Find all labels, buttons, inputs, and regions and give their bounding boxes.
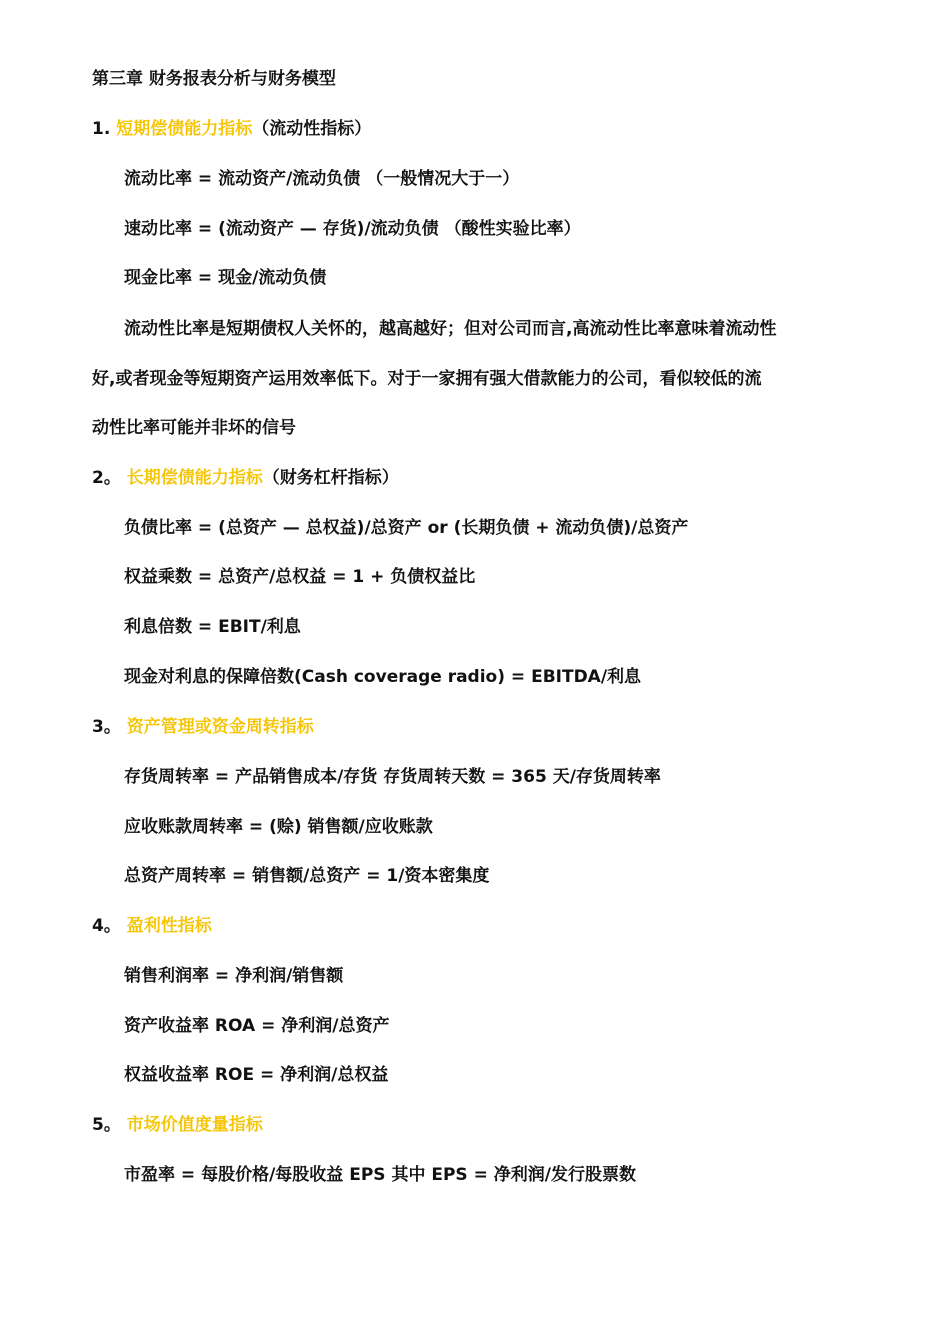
section-title-highlight: 短期偿债能力指标 bbox=[116, 119, 253, 139]
formula-debt-ratio: 负债比率 = (总资产 — 总权益)/总资产 or (长期负债 + 流动负债)/总资产 bbox=[124, 518, 689, 538]
section-title-highlight: 盈利性指标 bbox=[126, 916, 212, 936]
section-number: 2。 bbox=[92, 468, 121, 488]
section-3-heading bbox=[92, 714, 882, 740]
section-title-highlight: 长期偿债能力指标 bbox=[126, 468, 263, 488]
formula-cash-ratio: 现金比率 = 现金/流动负债 bbox=[124, 268, 327, 288]
section-title-highlight: 资产管理或资金周转指标 bbox=[126, 717, 314, 737]
section-number: 3。 bbox=[92, 717, 121, 737]
formula-interest-coverage: 利息倍数 = EBIT/利息 bbox=[124, 617, 301, 637]
formula-inventory-turnover: 存货周转率 = 产品销售成本/存货 存货周转天数 = 365 天/存货周转率 bbox=[124, 767, 661, 787]
section-number: 5。 bbox=[92, 1115, 121, 1135]
section-4-heading bbox=[92, 913, 882, 939]
paragraph-line-3: 动性比率可能并非坏的信号 bbox=[92, 418, 296, 438]
formula-profit-margin: 销售利润率 = 净利润/销售额 bbox=[124, 966, 344, 986]
formula-pe-ratio: 市盈率 = 每股价格/每股收益 EPS 其中 EPS = 净利润/发行股票数 bbox=[124, 1165, 636, 1185]
section-2-heading bbox=[92, 465, 882, 491]
section-5-heading bbox=[92, 1112, 882, 1138]
formula-receivables-turnover: 应收账款周转率 = (赊) 销售额/应收账款 bbox=[124, 817, 433, 837]
chapter-title: 第三章 财务报表分析与财务模型 bbox=[92, 69, 336, 89]
section-subtitle: （财务杠杆指标） bbox=[262, 468, 399, 488]
paragraph-line-1: 流动性比率是短期债权人关怀的，越高越好；但对公司而言,高流动性比率意味着流动性 bbox=[124, 319, 777, 339]
formula-roa: 资产收益率 ROA = 净利润/总资产 bbox=[124, 1016, 390, 1036]
section-number: 1. bbox=[92, 119, 111, 139]
section-subtitle: （流动性指标） bbox=[252, 119, 372, 139]
formula-equity-multiplier: 权益乘数 = 总资产/总权益 = 1 + 负债权益比 bbox=[124, 567, 476, 587]
formula-current-ratio: 流动比率 = 流动资产/流动负债 （一般情况大于一） bbox=[124, 169, 520, 189]
formula-quick-ratio: 速动比率 = (流动资产 — 存货)/流动负债 （酸性实验比率） bbox=[124, 219, 581, 239]
section-number: 4。 bbox=[92, 916, 121, 936]
formula-total-asset-turnover: 总资产周转率 = 销售额/总资产 = 1/资本密集度 bbox=[124, 866, 490, 886]
section-title-highlight: 市场价值度量指标 bbox=[126, 1115, 263, 1135]
formula-roe: 权益收益率 ROE = 净利润/总权益 bbox=[124, 1065, 389, 1085]
formula-cash-coverage: 现金对利息的保障倍数(Cash coverage radio) = EBITDA/利息 bbox=[124, 667, 642, 687]
paragraph-line-2: 好,或者现金等短期资产运用效率低下。对于一家拥有强大借款能力的公司，看似较低的流 bbox=[92, 369, 762, 389]
section-1-heading bbox=[92, 116, 882, 142]
